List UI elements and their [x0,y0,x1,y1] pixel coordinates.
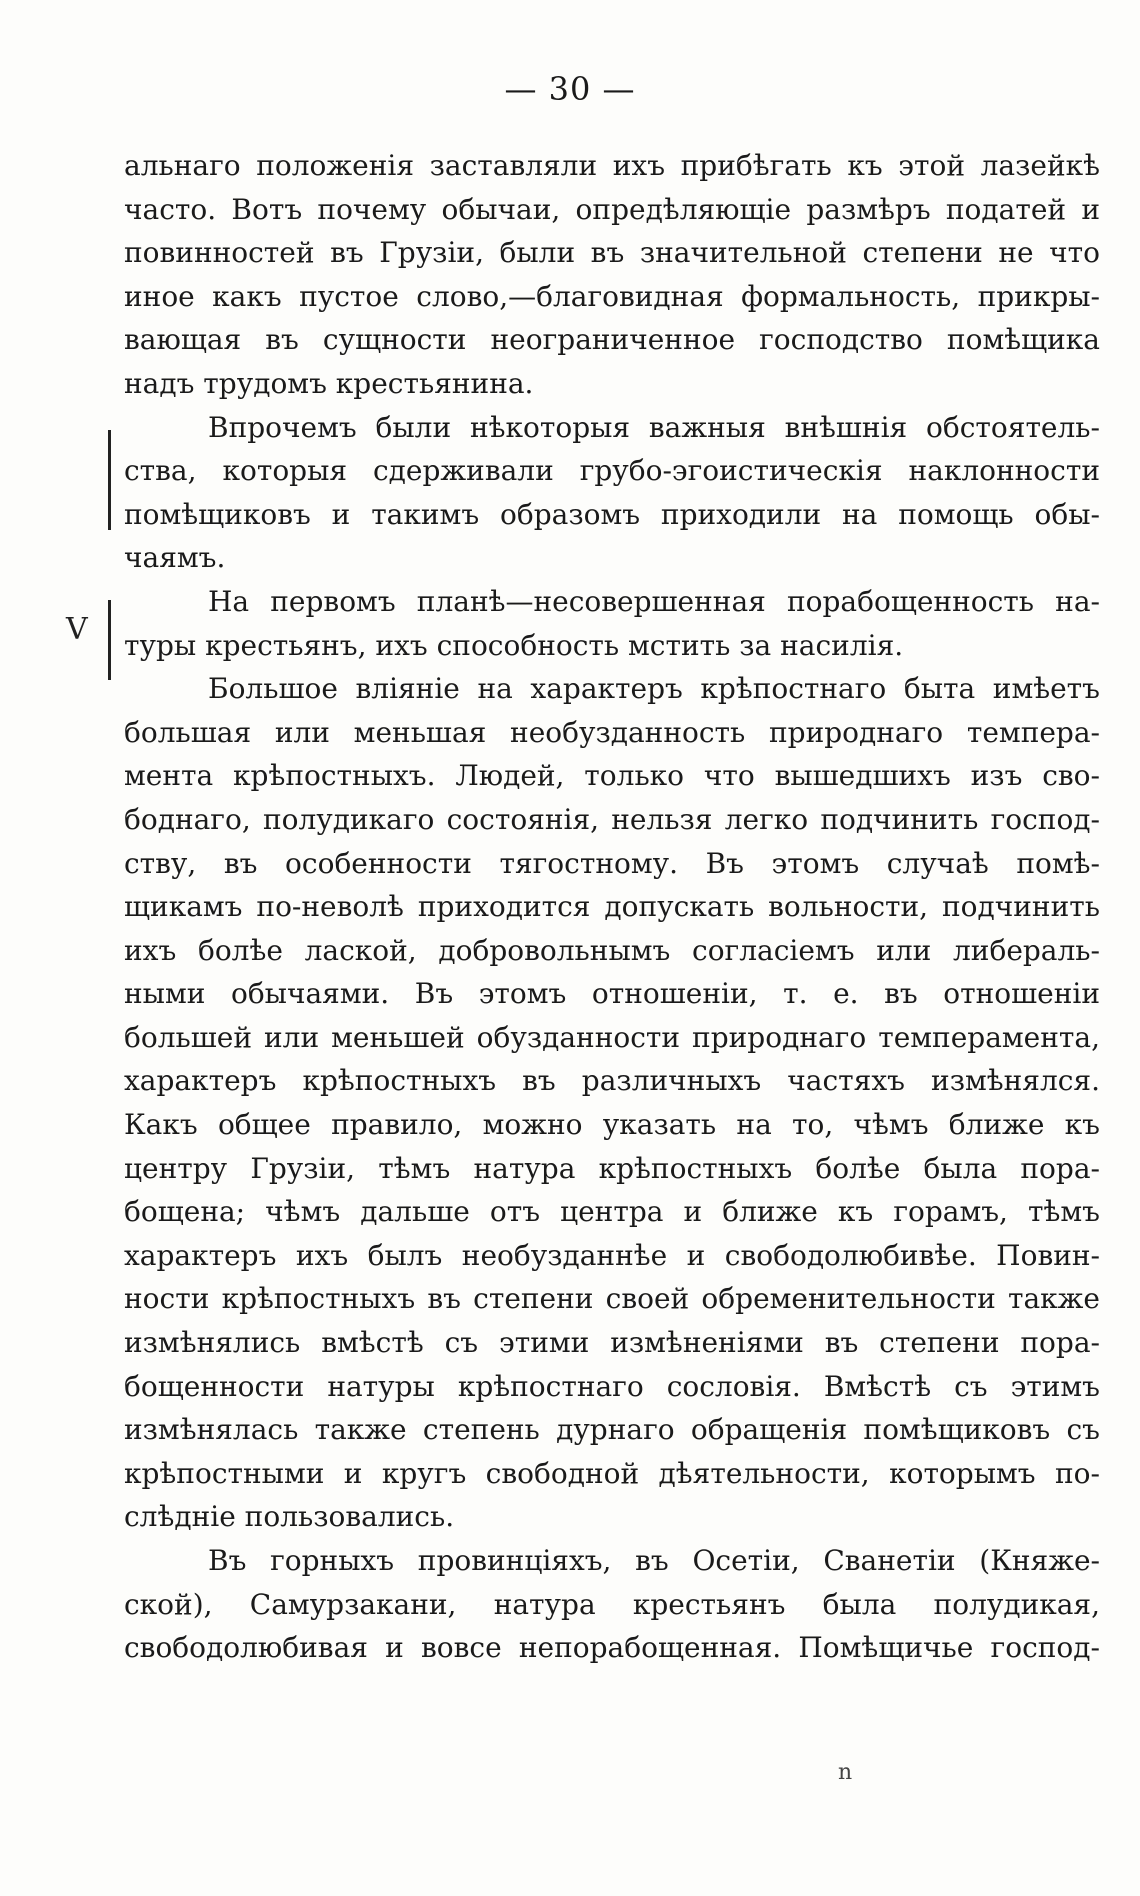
text-line: характеръ ихъ былъ необузданнѣе и свободолюбивѣе. Повин- [124,1238,1100,1272]
page-number: — 30 — [504,70,636,108]
text-line: туры крестьянъ, ихъ способность мстить за насилія. [124,628,904,662]
paragraph-1 [124,144,1100,406]
text-line: большая или меньшая необузданность природнаго темпера- [124,715,1100,749]
text-line: чаямъ. [124,541,226,575]
text-line: Какъ общее правило, можно указать на то, чѣмъ ближе къ [124,1108,1100,1142]
body-text [124,144,1100,1670]
text-line: измѣнялась также степень дурнаго обращенія помѣщиковъ съ [124,1413,1100,1447]
text-line: ской), Самурзакани, натура крестьянъ была полудикая, [124,1587,1100,1621]
text-line: надъ трудомъ крестьянина. [124,366,534,400]
text-line: крѣпостными и кругъ свободной дѣятельности, которымъ по- [124,1456,1100,1490]
text-line: Большое вліяніе на характеръ крѣпостнаго быта имѣетъ [208,672,1100,706]
text-line: На первомъ планѣ—несовершенная порабощенность на- [208,584,1100,618]
stray-mark: n [838,1760,853,1785]
margin-bracket-line [108,600,111,680]
text-line: бощена; чѣмъ дальше отъ центра и ближе къ горамъ, тѣмъ [124,1195,1100,1229]
paragraph-4 [124,667,1100,1539]
text-line: вающая въ сущности неограниченное господство помѣщика [124,323,1100,357]
text-line: альнаго положенія заставляли ихъ прибѣгать къ этой лазейкѣ [124,149,1100,182]
paragraph-5 [124,1539,1100,1670]
text-line: боднаго, полудикаго состоянія, нельзя легко подчинить господ- [124,802,1100,836]
text-line: характеръ крѣпостныхъ въ различныхъ частяхъ измѣнялся. [124,1064,1100,1098]
margin-bracket-line [108,430,111,530]
text-line: бощенности натуры крѣпостнаго сословія. Вмѣстѣ съ этимъ [124,1369,1100,1403]
text-line: слѣдніе пользовались. [124,1500,455,1534]
text-line: повинностей въ Грузіи, были въ значительной степени не что [124,236,1100,270]
text-line: ихъ болѣе лаской, добровольнымъ согласіемъ или либераль- [124,933,1100,967]
text-line: мента крѣпостныхъ. Людей, только что вышедшихъ изъ сво- [124,759,1100,793]
paragraph-2 [124,406,1100,580]
text-line: центру Грузіи, тѣмъ натура крѣпостныхъ болѣе была пора- [124,1151,1100,1185]
text-line: ными обычаями. Въ этомъ отношеніи, т. е. въ отношеніи [124,977,1100,1011]
text-line: ности крѣпостныхъ въ степени своей обременительности также [124,1282,1100,1316]
margin-v-mark: V [66,612,88,647]
text-line: часто. Вотъ почему обычаи, опредѣляющіе размѣръ податей и [124,192,1100,226]
text-line: Въ горныхъ провинціяхъ, въ Осетіи, Сванетіи (Княже- [208,1544,1100,1577]
text-line: иное какъ пустое слово,—благовидная формальность, прикры- [124,279,1100,313]
paragraph-3 [124,580,1100,667]
text-line: помѣщиковъ и такимъ образомъ приходили на помощь обы- [124,497,1100,531]
text-line: большей или меньшей обузданности природнаго темперамента, [124,1020,1100,1054]
text-line: щикамъ по-неволѣ приходится допускать вольности, подчинить [124,890,1100,924]
text-line: измѣнялись вмѣстѣ съ этими измѣненіями въ степени пора- [124,1326,1100,1360]
text-line: ства, которыя сдерживали грубо-эгоистическія наклонности [124,454,1100,488]
text-line: ству, въ особенности тягостному. Въ этомъ случаѣ помѣ- [124,846,1100,880]
text-line: Впрочемъ были нѣкоторыя важныя внѣшнія обстоятель- [208,410,1100,444]
text-line: свободолюбивая и вовсе непорабощенная. Помѣщичье господ- [124,1631,1100,1665]
